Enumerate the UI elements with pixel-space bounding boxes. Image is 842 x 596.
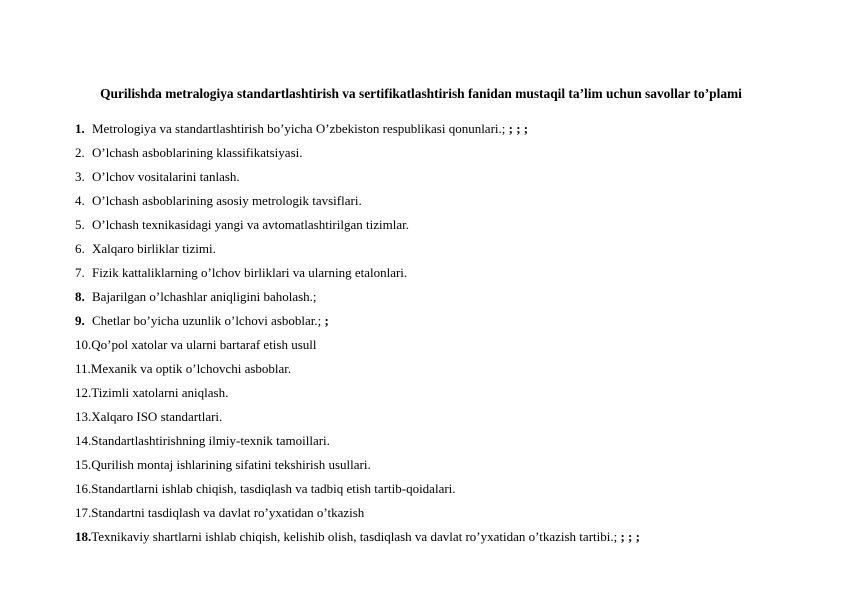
list-item-number: 10. xyxy=(75,337,92,352)
list-item-number: 16. xyxy=(75,481,92,496)
list-item-number: 18. xyxy=(75,529,92,544)
list-item-text xyxy=(92,117,528,141)
list-item xyxy=(75,405,640,429)
document-title: Qurilishda metralogiya standartlashtirish va sertifikatlashtirish fanidan mustaqil ta’lim uchun savollar to’plami xyxy=(100,86,742,101)
list-item-number: 12. xyxy=(75,385,92,400)
list-item xyxy=(75,357,640,381)
list-item xyxy=(75,453,640,477)
list-item-text xyxy=(92,237,216,261)
list-item-text xyxy=(91,501,364,525)
list-item xyxy=(75,285,640,309)
list-item-text xyxy=(92,309,329,333)
list-item xyxy=(75,333,640,357)
question-list xyxy=(75,117,640,549)
list-item-text xyxy=(91,477,455,501)
list-item xyxy=(75,381,640,405)
list-item-label: Texnikaviy shartlarni ishlab chiqish, kelishib olish, tasdiqlash va davlat ro’yxatidan o’tkazish tartibi.; xyxy=(91,529,618,544)
list-item-number: 17. xyxy=(75,505,92,520)
list-item-number: 5. xyxy=(75,217,85,232)
list-item-label: Mexanik va optik o’lchovchi asboblar. xyxy=(90,361,292,376)
list-item-label: O’lchash asboblarining klassifikatsiyasi. xyxy=(92,145,303,160)
list-item-text xyxy=(92,141,303,165)
list-item xyxy=(75,261,640,285)
list-item-text xyxy=(92,165,240,189)
list-item-label: Tizimli xatolarni aniqlash. xyxy=(91,385,229,400)
list-item-text xyxy=(92,213,409,237)
list-item-label: Metrologiya va standartlashtirish bo’yicha O’zbekiston respublikasi qonunlari.; xyxy=(92,121,506,136)
list-item-number: 9. xyxy=(75,313,85,328)
list-item xyxy=(75,117,640,141)
list-item-label: Fizik kattaliklarning o’lchov birliklari va ularning etalonlari. xyxy=(92,265,408,280)
list-item-text xyxy=(91,357,291,381)
list-item xyxy=(75,165,640,189)
list-item xyxy=(75,237,640,261)
list-item-label: Xalqaro ISO standartlari. xyxy=(91,409,223,424)
list-item-number: 3. xyxy=(75,169,85,184)
list-item-number: 8. xyxy=(75,289,85,304)
list-item-text xyxy=(91,525,640,549)
list-item-number: 6. xyxy=(75,241,85,256)
list-item-suffix: ; ; ; xyxy=(617,529,640,544)
list-item-number: 13. xyxy=(75,409,92,424)
list-item xyxy=(75,429,640,453)
list-item xyxy=(75,525,640,549)
list-item-text xyxy=(92,189,362,213)
list-item-label: Xalqaro birliklar tizimi. xyxy=(92,241,216,256)
list-item-text xyxy=(92,261,407,285)
list-item-text xyxy=(91,405,222,429)
list-item-suffix: ; ; ; xyxy=(505,121,529,136)
list-item-label: O’lchash texnikasidagi yangi va avtomatlashtirilgan tizimlar. xyxy=(92,217,409,232)
list-item-text xyxy=(91,453,370,477)
list-item-number: 2. xyxy=(75,145,85,160)
list-item-text xyxy=(91,381,228,405)
list-item xyxy=(75,309,640,333)
list-item-number: 15. xyxy=(75,457,92,472)
list-item-label: Qurilish montaj ishlarining sifatini tekshirish usullari. xyxy=(91,457,371,472)
list-item-label: Standartlarni ishlab chiqish, tasdiqlash va tadbiq etish tartib-qoidalari. xyxy=(91,481,456,496)
list-item xyxy=(75,141,640,165)
list-item-number: 14. xyxy=(75,433,92,448)
list-item-label: Standartlashtirishning ilmiy-texnik tamoillari. xyxy=(91,433,330,448)
list-item-text xyxy=(91,429,330,453)
list-item xyxy=(75,189,640,213)
list-item-number: 11. xyxy=(75,361,91,376)
list-item-label: Bajarilgan o’lchashlar aniqligini baholash.; xyxy=(92,289,317,304)
list-item-label: Standartni tasdiqlash va davlat ro’yxatidan o’tkazish xyxy=(91,505,365,520)
list-item-label: O’lchash asboblarining asosiy metrologik tavsiflari. xyxy=(92,193,362,208)
list-item-number: 4. xyxy=(75,193,85,208)
list-item xyxy=(75,477,640,501)
list-item-number: 1. xyxy=(75,121,85,136)
list-item-label: O’lchov vositalarini tanlash. xyxy=(92,169,240,184)
list-item xyxy=(75,213,640,237)
list-item-label: Qo’pol xatolar va ularni bartaraf etish usull xyxy=(91,337,317,352)
list-item-label: Chetlar bo’yicha uzunlik o’lchovi asboblar.; xyxy=(92,313,322,328)
list-item-text xyxy=(92,285,317,309)
list-item-text xyxy=(91,333,316,357)
list-item-number: 7. xyxy=(75,265,85,280)
list-item-suffix: ; xyxy=(321,313,329,328)
list-item xyxy=(75,501,640,525)
